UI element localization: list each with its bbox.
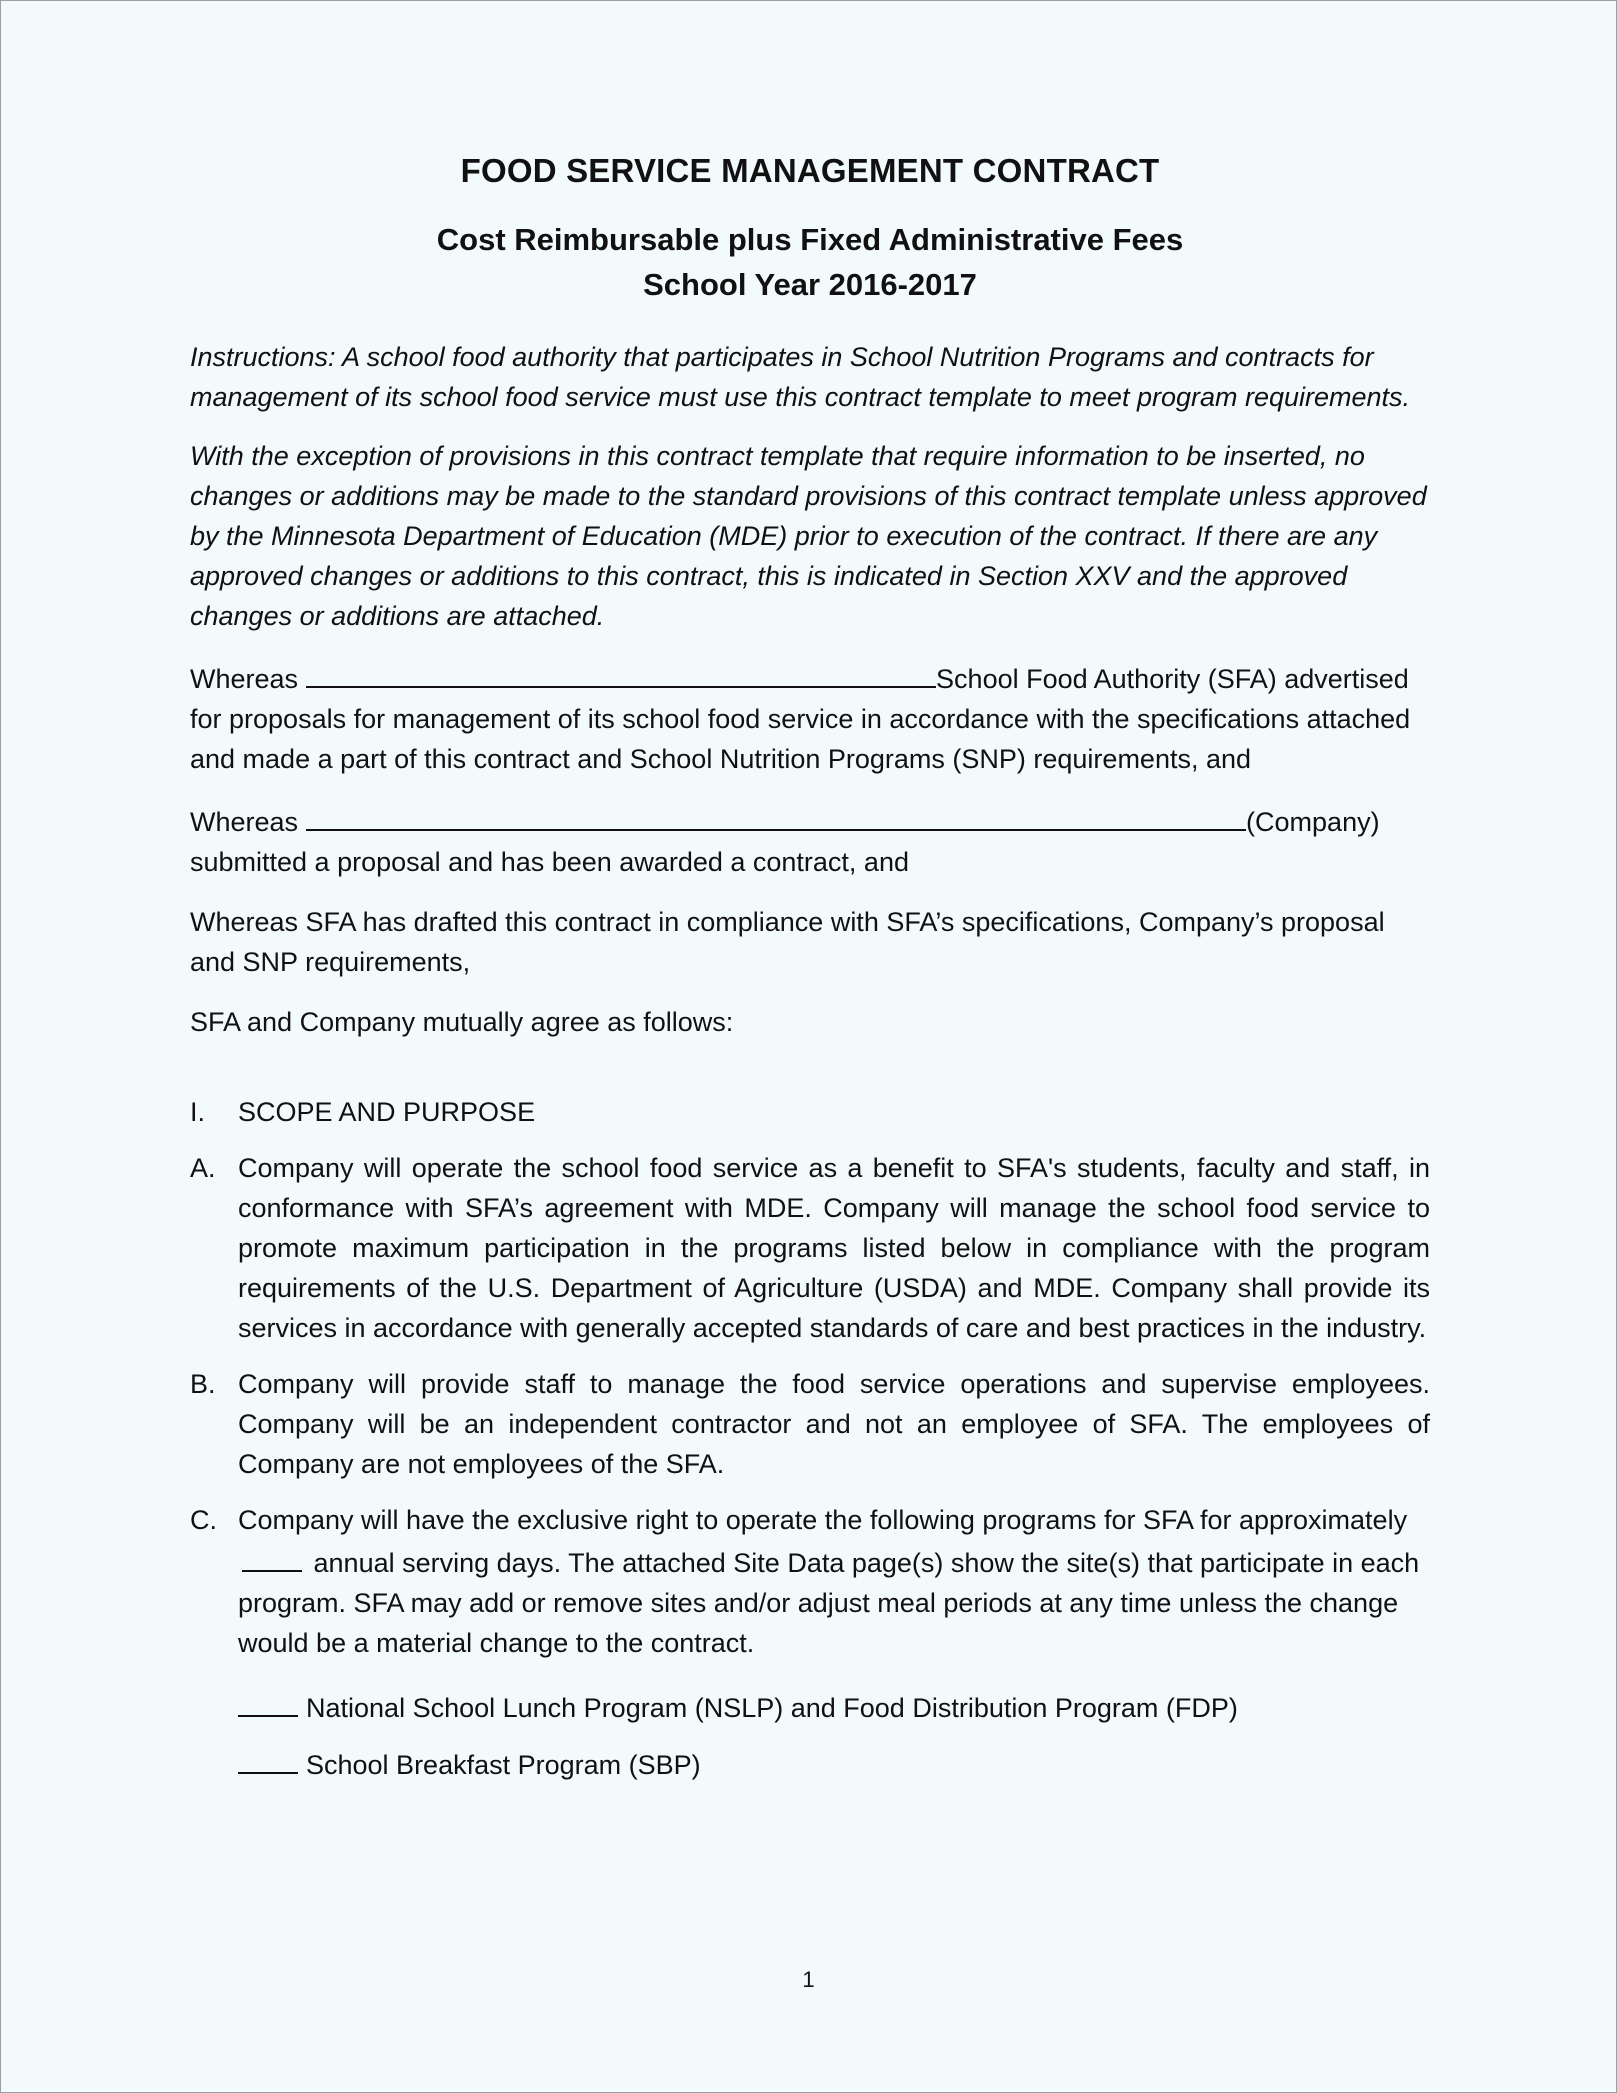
list-item-c: [190, 1500, 1430, 1663]
item-text: [238, 1500, 1430, 1663]
subtitle-line-2: School Year 2016-2017: [643, 267, 977, 302]
section-heading: [190, 1092, 1430, 1132]
document-subtitle: [190, 217, 1430, 307]
program-row-sbp: [238, 1742, 1430, 1785]
item-text: Company will operate the school food service as a benefit to SFA's students, faculty and staff, in conformance with SFA’s agreement with MDE. Company will manage the school food service to promote maximum participation in the programs listed below in compliance with the program requirements of the U.S. Department of Agriculture (USDA) and MDE. Company shall provide its services in accordance with generally accepted standards of care and best practices in the industry.: [238, 1153, 1430, 1343]
whereas-sfa-lead: Whereas: [190, 664, 299, 694]
whereas-sfa-paragraph: [190, 656, 1430, 779]
list-item-b: [190, 1364, 1430, 1484]
whereas-company-tail: (Company) submitted a proposal and has been awarded a contract, and: [190, 807, 1380, 877]
item-c-text-before: Company will have the exclusive right to operate the following programs for SFA for approximately: [238, 1505, 1408, 1535]
sfa-name-blank[interactable]: [306, 656, 936, 688]
subtitle-line-1: Cost Reimbursable plus Fixed Administrative Fees: [436, 222, 1184, 257]
item-label: B.: [190, 1369, 216, 1399]
instructions-paragraph-1: Instructions: A school food authority that participates in School Nutrition Programs and contracts for management of its school food service must use this contract template to meet program requirements.: [190, 342, 1411, 412]
section-number: I.: [190, 1097, 206, 1127]
company-name-blank[interactable]: [306, 799, 1246, 831]
document-page: [190, 145, 1430, 1785]
whereas-company-lead: Whereas: [190, 807, 299, 837]
agree-paragraph: SFA and Company mutually agree as follows:: [190, 1007, 734, 1037]
sbp-check-blank[interactable]: [238, 1742, 298, 1774]
page-number: 1: [802, 1967, 815, 1992]
nslp-check-blank[interactable]: [238, 1685, 298, 1717]
item-label: C.: [190, 1505, 217, 1535]
item-c-text-after: annual serving days. The attached Site Data page(s) show the site(s) that participate in each program. SFA may add or remove sites and/or adjust meal periods at any time unless the change would be a material change to the contract.: [238, 1548, 1420, 1658]
whereas-drafted-paragraph: Whereas SFA has drafted this contract in compliance with SFA’s specifications, Company’s proposal and SNP requirements,: [190, 907, 1385, 977]
instructions-paragraph-2: With the exception of provisions in this contract template that require information to be inserted, no changes or additions may be made to the standard provisions of this contract template unless approved by the Minnesota Department of Education (MDE) prior to execution of the contract. If there are any approved changes or additions to this contract, this is indicated in Section XXV and the approved changes or additions are attached.: [190, 441, 1427, 631]
section-title: SCOPE AND PURPOSE: [238, 1097, 536, 1127]
whereas-sfa-tail: School Food Authority (SFA) advertised for proposals for management of its school food service in accordance with the specifications attached and made a part of this contract and School Nutrition Programs (SNP) requirements, and: [190, 664, 1411, 774]
program-row-nslp: [238, 1685, 1430, 1728]
list-item-a: [190, 1148, 1430, 1348]
document-title: FOOD SERVICE MANAGEMENT CONTRACT: [460, 152, 1160, 189]
item-label: A.: [190, 1153, 216, 1183]
whereas-company-paragraph: [190, 799, 1430, 882]
program-label: National School Lunch Program (NSLP) and Food Distribution Program (FDP): [306, 1693, 1238, 1723]
item-text: Company will provide staff to manage the food service operations and supervise employees. Company will be an independent contractor and not an employee of SFA. The employees of Company are not employees of the SFA.: [238, 1369, 1430, 1479]
serving-days-blank[interactable]: [242, 1540, 302, 1572]
program-label: School Breakfast Program (SBP): [306, 1750, 701, 1780]
